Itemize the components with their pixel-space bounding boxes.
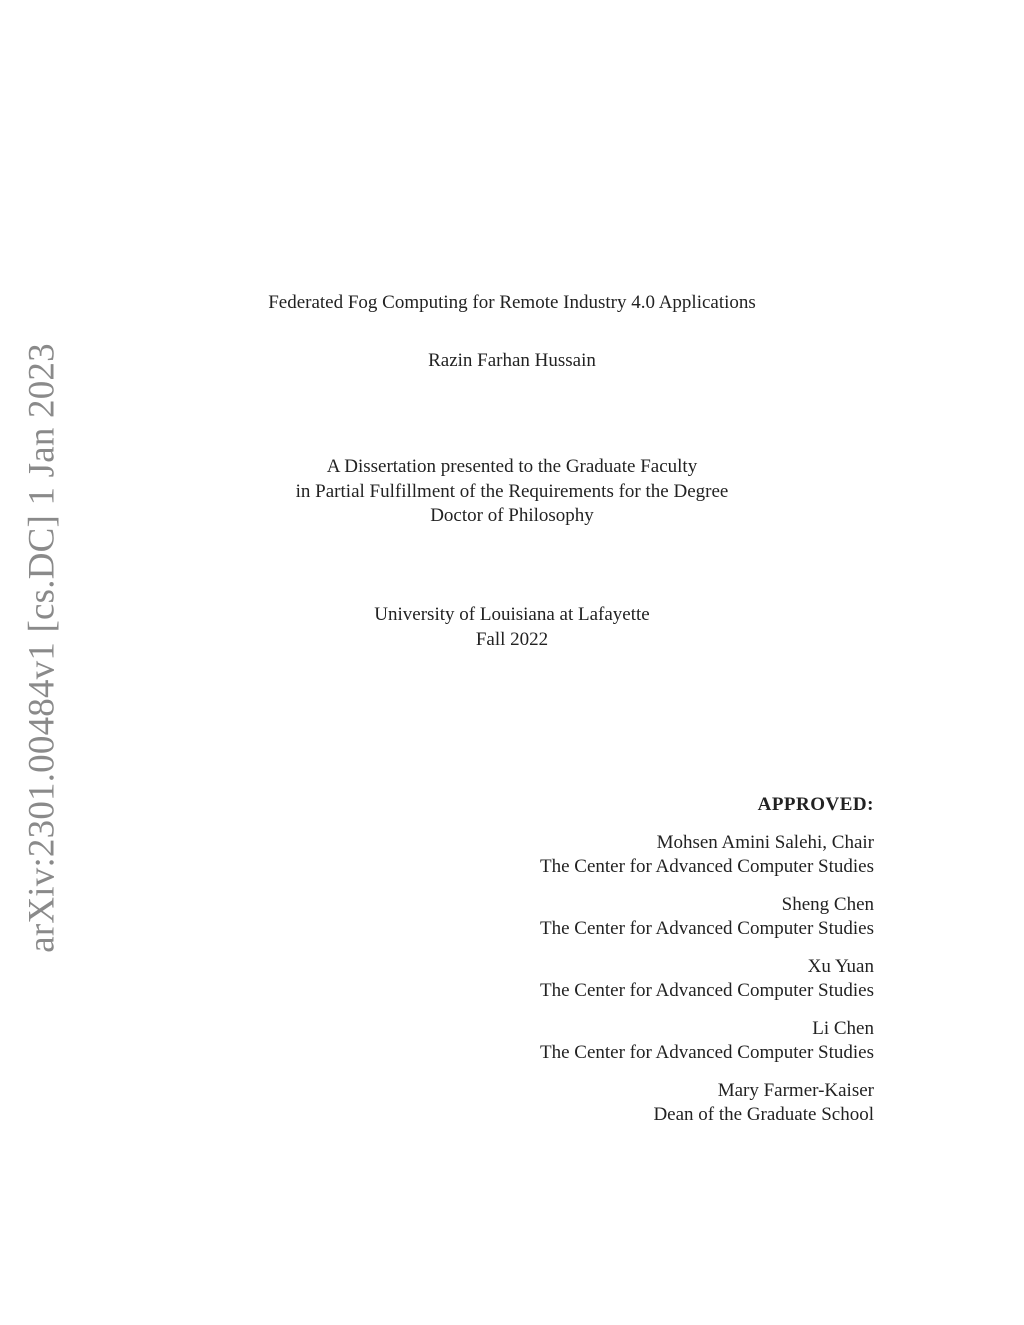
member-name: Xu Yuan: [807, 956, 874, 977]
member-name: Li Chen: [812, 1018, 874, 1039]
author-name: Razin Farhan Hussain: [428, 350, 596, 371]
statement-line-1: A Dissertation presented to the Graduate Faculty: [326, 456, 698, 477]
member-name: Sheng Chen: [781, 894, 874, 915]
committee-member: [540, 955, 874, 1003]
member-name: Mary Farmer-Kaiser: [717, 1080, 874, 1101]
university-name: University of Louisiana at Lafayette: [374, 604, 650, 625]
committee-member: [540, 1017, 874, 1065]
committee-member: [540, 831, 874, 879]
statement-line-2: in Partial Fulfillment of the Requirements for the Degree: [295, 481, 729, 502]
degree-name: Doctor of Philosophy: [430, 505, 594, 526]
committee-member: [540, 1079, 874, 1127]
member-affiliation: Dean of the Graduate School: [653, 1104, 874, 1125]
arxiv-identifier: arXiv:2301.00484v1 [cs.DC] 1 Jan 2023: [21, 343, 63, 953]
committee-member: [540, 893, 874, 941]
member-name: Mohsen Amini Salehi, Chair: [656, 832, 874, 853]
approval-committee: [540, 793, 874, 1141]
member-affiliation: The Center for Advanced Computer Studies: [539, 918, 874, 939]
member-affiliation: The Center for Advanced Computer Studies: [539, 980, 874, 1001]
term: Fall 2022: [475, 629, 549, 650]
member-affiliation: The Center for Advanced Computer Studies: [539, 1042, 874, 1063]
dissertation-title: Federated Fog Computing for Remote Industry 4.0 Applications: [268, 292, 756, 313]
member-affiliation: The Center for Advanced Computer Studies: [539, 856, 874, 877]
approved-heading: APPROVED:: [757, 794, 874, 815]
